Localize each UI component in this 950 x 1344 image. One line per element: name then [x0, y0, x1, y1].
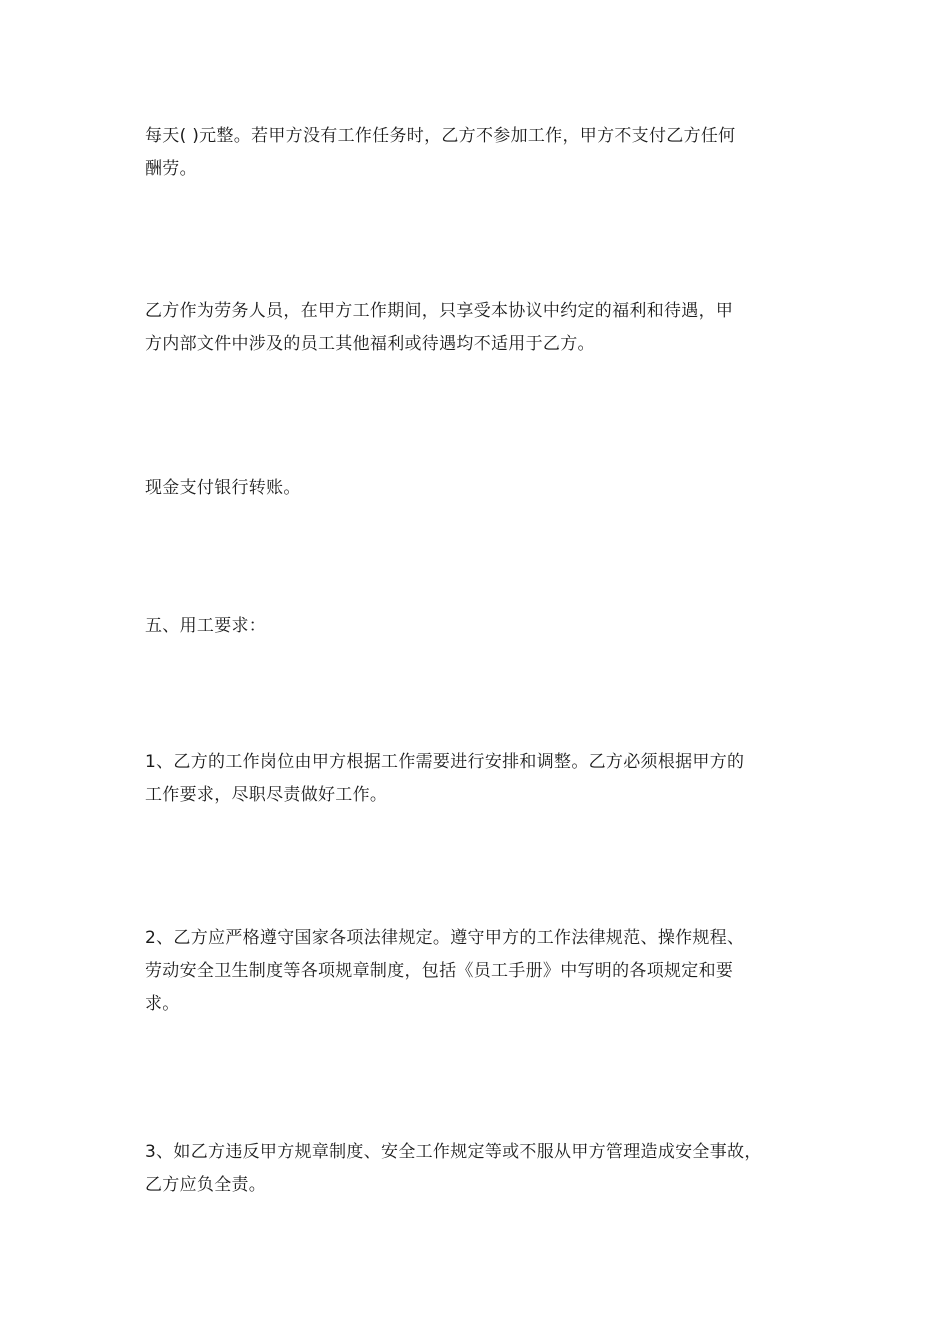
text-line: 乙方应负全责。	[145, 1175, 267, 1195]
text-line: 五、用工要求：	[145, 616, 267, 636]
text-line: 现金支付银行转账。	[145, 478, 301, 498]
text-line: 乙方作为劳务人员，在甲方工作期间，只享受本协议中约定的福利和待遇，甲	[145, 301, 734, 321]
text-line: 酬劳。	[145, 159, 197, 179]
text-line: 1、乙方的工作岗位由甲方根据工作需要进行安排和调整。乙方必须根据甲方的	[145, 752, 745, 772]
text-line: 求。	[145, 994, 180, 1014]
paragraph-item-2	[145, 922, 825, 1021]
text-line: 劳动安全卫生制度等各项规章制度，包括《员工手册》中写明的各项规定和要	[145, 961, 734, 981]
paragraph-payment-method	[145, 472, 825, 505]
text-line: 工作要求，尽职尽责做好工作。	[145, 785, 388, 805]
paragraph-item-1	[145, 746, 825, 812]
text-line: 方内部文件中涉及的员工其他福利或待遇均不适用于乙方。	[145, 334, 595, 354]
paragraph-item-3	[145, 1136, 825, 1202]
paragraph-daily-wage	[145, 120, 825, 186]
text-line: 2、乙方应严格遵守国家各项法律规定。遵守甲方的工作法律规范、操作规程、	[145, 928, 745, 948]
paragraph-benefits	[145, 295, 825, 361]
text-line: 每天( )元整。若甲方没有工作任务时，乙方不参加工作，甲方不支付乙方任何	[145, 126, 736, 146]
section-heading-employment-requirements	[145, 610, 825, 643]
text-line: 3、如乙方违反甲方规章制度、安全工作规定等或不服从甲方管理造成安全事故，	[145, 1142, 762, 1162]
